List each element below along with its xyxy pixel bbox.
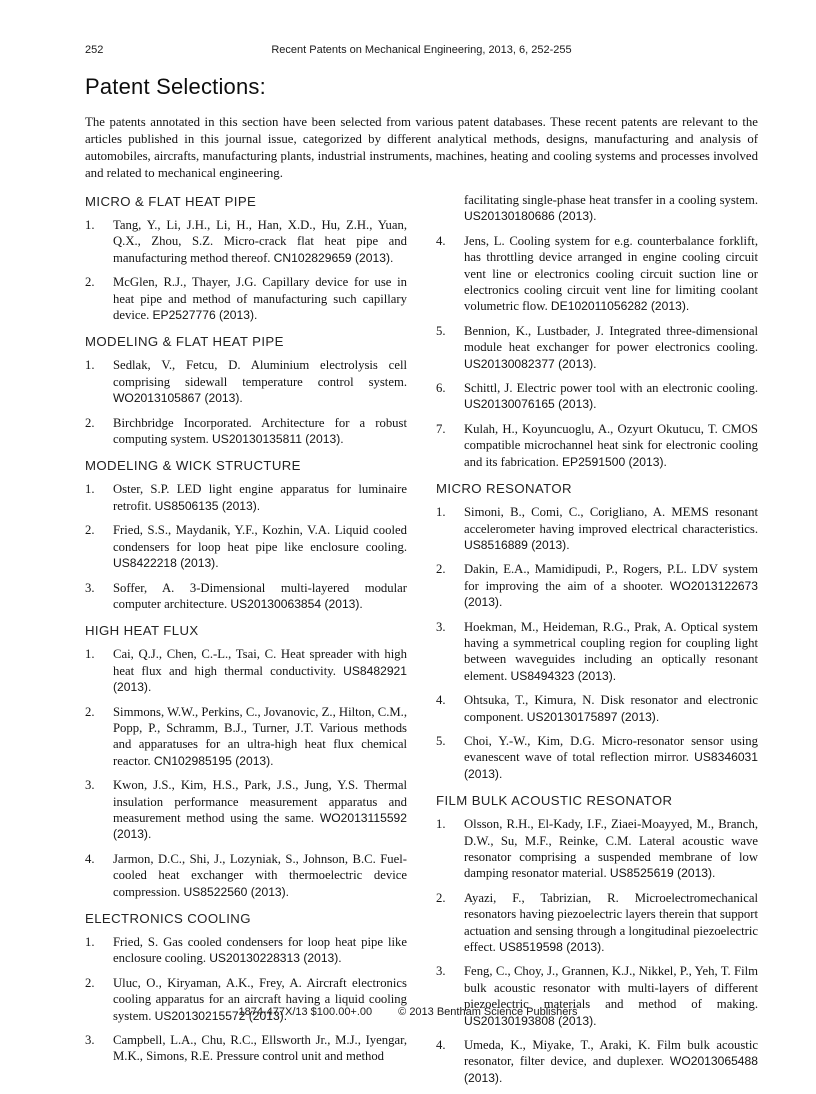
patent-number: US20130135811 (2013). [212,432,344,447]
patent-number: CN102829659 (2013). [273,250,394,265]
entry-number: 4. [436,233,446,248]
section-heading: FILM BULK ACOUSTIC RESONATOR [436,793,673,809]
entry-text [113,934,407,967]
entry-text [113,646,407,695]
patent-entry [436,816,758,882]
entry-number: 4. [436,1038,446,1053]
section-heading: MICRO RESONATOR [436,481,572,497]
patent-entry [85,481,407,514]
entry-number: 1. [85,218,95,232]
patent-entry [85,646,407,695]
entry-number: 3. [85,580,95,595]
patent-entry [436,561,758,610]
entry-text [464,192,758,225]
patent-entry [85,851,407,900]
citation-text: Dakin, E.A., Mamidipudi, P., Rogers, P.L. LDV system for improving the aim of a shooter. [464,562,758,593]
patent-number: WO2013105867 (2013). [113,391,243,406]
citation-text: McGlen, R.J., Thayer, J.G. Capillary device for use in heat pipe and method of manufacturing such capillary device. [113,275,407,323]
patent-number: US8516889 (2013). [464,537,570,552]
entry-text [113,580,407,613]
entry-number: 6. [436,381,446,396]
patent-number: US20130215572 (2013). [154,1008,288,1023]
entry-text [464,421,758,470]
entry-text [113,704,407,770]
patent-number: US8525619 (2013). [609,866,716,881]
entry-number: 2. [85,415,95,430]
patent-entry [436,733,758,782]
entry-text [464,1037,758,1086]
entry-text [113,1032,407,1065]
entry-text [464,380,758,413]
entry-number: 3. [85,778,95,793]
patent-number: DE102011056282 (2013). [550,299,690,314]
patent-entry [436,1037,758,1086]
citation-text: Bennion, K., Lustbader, J. Integrated three-dimensional module heat exchanger for power electronics cooling. [464,323,758,355]
entry-number: 1. [85,358,95,373]
patent-number: US8519598 (2013). [498,940,605,955]
entry-text [464,816,758,882]
citation-text: Uluc, O., Kiryaman, A.K., Frey, A. Aircraft electronics cooling apparatus for an aircraft having a liquid cooling system. [113,975,407,1023]
patent-entry [85,274,407,323]
entry-number: 7. [436,421,446,436]
citation-text: Simoni, B., Comi, C., Corigliano, A. MEMS resonant accelerometer having improved electrical characteristics. [464,505,758,536]
entry-number [436,192,464,225]
patent-number: US8494323 (2013). [510,668,617,683]
running-head [85,44,758,58]
entry-number: 4. [85,851,95,866]
copyright-notice: © 2013 Bentham Science Publishers [398,1006,578,1018]
patent-number: US20130180686 (2013). [464,209,597,224]
citation-text: Fried, S. Gas cooled condensers for loop heat pipe like enclosure cooling. [113,935,407,966]
citation-text: Birchbridge Incorporated. Architecture for a robust computing system. [113,415,407,447]
page-number: 252 [85,44,104,56]
patent-number: EP2527776 (2013). [152,308,258,323]
citation-text: Sedlak, V., Fetcu, D. Aluminium electrolysis cell comprising sidewall temperature control system. [113,358,407,389]
patent-entry [85,1032,407,1065]
entry-continuation [436,192,758,225]
journal-reference: Recent Patents on Mechanical Engineering, 2013, 6, 252-255 [271,44,572,56]
entry-text [464,733,758,782]
citation-text: Umeda, K., Miyake, T., Araki, K. Film bulk acoustic resonator, filter device, and duplexer. [464,1038,758,1069]
entry-text [113,851,407,900]
citation-text: Ayazi, F., Tabrizian, R. Microelectromechanical resonators having piezoelectric layers therein that support actuation and sensing through a longitudinal piezoelectric effect. [464,890,758,955]
entry-number: 1. [436,505,446,520]
patent-number: US20130082377 (2013). [464,356,597,371]
entry-number: 1. [85,647,95,662]
section-heading: ELECTRONICS COOLING [85,911,251,926]
citation-text: Hoekman, M., Heideman, R.G., Prak, A. Optical system having a symmetrical coupling region for coupling light between waveguides including an optically resonant element. [464,619,758,683]
entry-text [113,777,407,843]
patent-entry [436,692,758,725]
patent-number: US20130193808 (2013). [464,1013,597,1028]
patent-entry [85,217,407,266]
entry-number: 2. [85,704,95,719]
entry-number: 2. [436,890,446,905]
patent-entry [436,890,758,956]
patent-entry [85,415,407,448]
patent-number: US20130076165 (2013). [464,397,597,412]
entry-text [464,561,758,610]
left-column [85,192,407,1094]
citation-text: Simmons, W.W., Perkins, C., Jovanovic, Z., Hilton, C.M., Popp, P., Schramm, B.J., Turner, J.T. Various methods and apparatuses for an ultra-high heat flux chemical reactor. [113,704,407,768]
patent-number: US8522560 (2013). [183,884,290,899]
entry-text [113,415,407,448]
entry-text [464,619,758,685]
citation-text: Kwon, J.S., Kim, H.S., Park, J.S., Jung, Y.S. Thermal insulation performance measurement apparatus and measurement method using the same. [113,778,407,825]
patent-entry [85,704,407,770]
patent-number: EP2591500 (2013). [561,454,667,469]
patent-entry [436,963,758,1029]
patent-entry [436,504,758,553]
page-title: Patent Selections: [85,74,266,99]
citation-text: facilitating single-phase heat transfer in a cooling system. [464,193,758,207]
entry-text [113,522,407,571]
entry-number: 3. [436,964,446,979]
citation-text: Jens, L. Cooling system for e.g. counterbalance forklift, has throttling device arranged in engine cooling circuit vent line or electronics cooling circuit suction line or electronics cooling circuit vent line for limiting coolant volumetric flow. [464,233,758,314]
entry-number: 5. [436,733,446,748]
entry-number: 2. [436,562,446,577]
section-heading: MICRO & FLAT HEAT PIPE [85,194,257,209]
patent-entry [85,522,407,571]
intro-paragraph: The patents annotated in this section have been selected from various patent databases. These recent patents are relevant to the articles published in this journal issue, categorized by different analytical methods, designs, manufacturing and analysis of automobiles, aircrafts, manufacturing plants, industrial instruments, machines, heating and cooling systems and processes involved and related to mechanical engineering. [85,115,758,180]
page-footer [0,1006,816,1018]
entry-text [464,692,758,725]
entry-number: 4. [436,693,446,708]
patent-entry [436,619,758,685]
citation-text: Oster, S.P. LED light engine apparatus for luminaire retrofit. [113,482,407,513]
patent-number: WO2013065488 (2013). [464,1054,758,1085]
patent-entry [85,357,407,406]
citation-text: Olsson, R.H., El-Kady, I.F., Ziaei-Moayyed, M., Branch, D.W., Su, M.F., Reinke, C.M. Lateral acoustic wave resonator comprising a suspended membrane of low damping resonator material. [464,817,758,881]
citation-text: Ohtsuka, T., Kimura, N. Disk resonator and electronic component. [464,693,758,724]
entry-text [464,504,758,553]
entry-text [113,357,407,406]
entry-number: 2. [85,275,95,290]
patent-entry [85,580,407,613]
patent-number: US20130228313 (2013). [209,951,342,966]
patent-entry [436,323,758,372]
patent-number: CN102985195 (2013). [153,753,274,768]
two-column-body [85,192,758,1094]
citation-text: Jarmon, D.C., Shi, J., Lozyniak, S., Johnson, B.C. Fuel-cooled heat exchanger with thermoelectric device compression. [113,851,407,899]
patent-number: WO2013115592 (2013). [113,810,407,842]
patent-number: US8346031 (2013). [464,750,759,781]
patent-number: US8506135 (2013). [154,498,261,513]
citation-text: Campbell, L.A., Chu, R.C., Ellsworth Jr., M.J., Iyengar, M.K., Simons, R.E. Pressure control unit and method [113,1033,407,1064]
patent-entry [85,777,407,843]
citation-text: Choi, Y.-W., Kim, D.G. Micro-resonator sensor using evanescent wave of total reflection mirror. [464,733,758,765]
citation-text: Cai, Q.J., Chen, C.-L., Tsai, C. Heat spreader with high heat flux and high thermal conductivity. [113,647,407,678]
entry-text [113,274,407,323]
issn-price: 1874-477X/13 $100.00+.00 [238,1006,373,1018]
entry-number: 3. [85,1033,95,1048]
patent-entry [436,380,758,413]
entry-text [113,217,407,266]
entry-number: 3. [436,619,446,634]
entry-number: 1. [436,817,446,832]
citation-text: Soffer, A. 3-Dimensional multi-layered modular computer architecture. [113,580,407,611]
citation-text: Fried, S.S., Maydanik, Y.F., Kozhin, V.A. Liquid cooled condensers for loop heat pipe like enclosure cooling. [113,523,407,554]
citation-text: Kulah, H., Koyuncuoglu, A., Ozyurt Okutucu, T. CMOS compatible microchannel heat sink for electronic cooling and its fabrication. [464,421,758,469]
entry-number: 1. [85,482,95,497]
entry-text [464,890,758,956]
patent-number: US8422218 (2013). [113,556,219,571]
right-column [436,192,758,1094]
section-heading: MODELING & WICK STRUCTURE [85,458,301,474]
patent-number: US8482921 (2013). [113,663,408,695]
patent-number: US20130175897 (2013). [526,709,660,724]
patent-number: US20130063854 (2013). [230,596,363,611]
entry-number: 2. [85,975,95,990]
citation-text: Feng, C., Choy, J., Grannen, K.J., Nikkel, P., Yeh, T. Film bulk acoustic resonator with multi-layers of different piezoelectric materials and method of making. [464,964,758,1012]
entry-text [113,481,407,514]
section-heading: HIGH HEAT FLUX [85,623,199,639]
entry-text [464,963,758,1029]
entry-number: 1. [85,935,95,949]
patent-entry [85,934,407,967]
patent-entry [436,233,758,315]
entry-number: 5. [436,323,446,338]
citation-text: Tang, Y., Li, J.H., Li, H., Han, X.D., Hu, Z.H., Yuan, Q.X., Zhou, S.Z. Micro-crack flat heat pipe and manufacturing method thereof. [113,218,407,265]
patent-entry [436,421,758,470]
patent-number: WO2013122673 (2013). [464,578,759,610]
citation-text: Schittl, J. Electric power tool with an electronic cooling. [464,381,758,396]
section-heading: MODELING & FLAT HEAT PIPE [85,334,284,350]
entry-text [464,323,758,372]
entry-text [464,233,758,315]
entry-number: 2. [85,523,95,538]
